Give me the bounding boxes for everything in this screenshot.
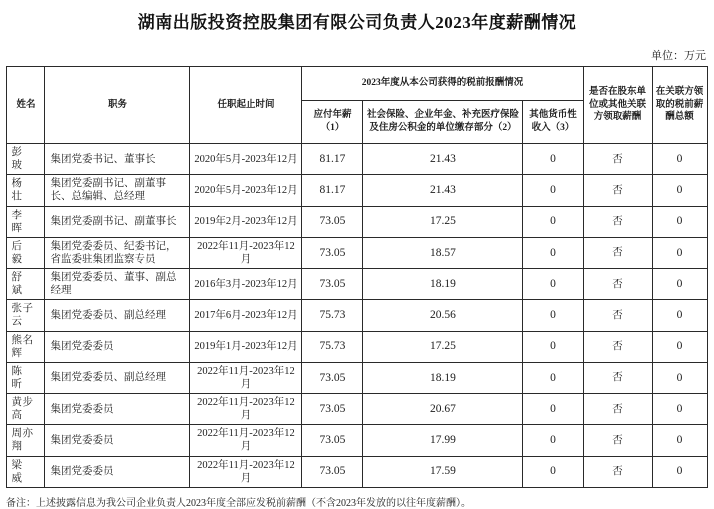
annual-salary-cell: 73.05 [302,425,363,456]
term-cell: 2017年6月-2023年12月 [190,300,302,331]
annual-salary-cell: 73.05 [302,456,363,487]
shareholder-pay-cell: 否 [583,144,652,175]
related-total-cell: 0 [652,269,707,300]
position-cell: 集团党委委员 [45,456,190,487]
position-cell: 集团党委书记、董事长 [45,144,190,175]
related-total-cell: 0 [652,425,707,456]
other-income-cell: 0 [523,425,583,456]
col-header-position: 职务 [45,67,190,144]
name-cell: 李 晖 [7,206,45,237]
position-cell: 集团党委委员、副总经理 [45,362,190,393]
name-cell: 张子云 [7,300,45,331]
term-cell: 2019年1月-2023年12月 [190,331,302,362]
social-insurance-cell: 21.43 [363,144,523,175]
other-income-cell: 0 [523,394,583,425]
social-insurance-cell: 21.43 [363,175,523,206]
term-cell: 2022年11月-2023年12月 [190,362,302,393]
table-row [7,362,707,393]
col-header-name: 姓名 [7,67,45,144]
shareholder-pay-cell: 否 [583,206,652,237]
name-cell: 熊名辉 [7,331,45,362]
term-cell: 2020年5月-2023年12月 [190,175,302,206]
footnote: 备注：上述披露信息为我公司企业负责人2023年度全部应发税前薪酬（不含2023年发放的以往年度薪酬）。 [6,497,471,509]
term-cell: 2019年2月-2023年12月 [190,206,302,237]
shareholder-pay-cell: 否 [583,237,652,268]
col-header-related-total: 在关联方领取的税前薪酬总额 [652,67,707,144]
annual-salary-cell: 73.05 [302,394,363,425]
table-row [7,144,707,175]
position-cell: 集团党委委员、副总经理 [45,300,190,331]
col-header-pretax-group: 2023年度从本公司获得的税前报酬情况 [302,67,583,101]
annual-salary-cell: 73.05 [302,362,363,393]
social-insurance-cell: 20.67 [363,394,523,425]
term-cell: 2020年5月-2023年12月 [190,144,302,175]
other-income-cell: 0 [523,175,583,206]
col-header-shareholder-pay: 是否在股东单位或其他关联方领取薪酬 [583,67,652,144]
social-insurance-cell: 18.19 [363,362,523,393]
shareholder-pay-cell: 否 [583,331,652,362]
term-cell: 2022年11月-2023年12月 [190,237,302,268]
name-cell: 陈 昕 [7,362,45,393]
related-total-cell: 0 [652,394,707,425]
name-cell: 梁 威 [7,456,45,487]
table-row [7,394,707,425]
annual-salary-cell: 73.05 [302,237,363,268]
term-cell: 2022年11月-2023年12月 [190,456,302,487]
table-row [7,269,707,300]
social-insurance-cell: 17.59 [363,456,523,487]
term-cell: 2022年11月-2023年12月 [190,425,302,456]
social-insurance-cell: 17.99 [363,425,523,456]
col-header-social-insurance: 社会保险、企业年金、补充医疗保险及住房公积金的单位缴存部分（2） [363,101,523,144]
table-row [7,300,707,331]
other-income-cell: 0 [523,144,583,175]
related-total-cell: 0 [652,206,707,237]
position-cell: 集团党委副书记、副董事长 [45,206,190,237]
related-total-cell: 0 [652,144,707,175]
name-cell: 黄步高 [7,394,45,425]
related-total-cell: 0 [652,331,707,362]
related-total-cell: 0 [652,175,707,206]
annual-salary-cell: 81.17 [302,175,363,206]
position-cell: 集团党委副书记、副董事长、总编辑、总经理 [45,175,190,206]
position-cell: 集团党委委员、董事、副总经理 [45,269,190,300]
shareholder-pay-cell: 否 [583,362,652,393]
social-insurance-cell: 18.57 [363,237,523,268]
annual-salary-cell: 75.73 [302,331,363,362]
name-cell: 杨 壮 [7,175,45,206]
name-cell: 舒 斌 [7,269,45,300]
table-row [7,331,707,362]
social-insurance-cell: 20.56 [363,300,523,331]
position-cell: 集团党委委员 [45,425,190,456]
other-income-cell: 0 [523,237,583,268]
social-insurance-cell: 17.25 [363,331,523,362]
table-body [7,144,707,488]
other-income-cell: 0 [523,362,583,393]
related-total-cell: 0 [652,362,707,393]
shareholder-pay-cell: 否 [583,394,652,425]
position-cell: 集团党委委员、纪委书记，省监委驻集团监察专员 [45,237,190,268]
annual-salary-cell: 73.05 [302,269,363,300]
related-total-cell: 0 [652,456,707,487]
annual-salary-cell: 73.05 [302,206,363,237]
name-cell: 后 毅 [7,237,45,268]
social-insurance-cell: 18.19 [363,269,523,300]
name-cell: 彭 玻 [7,144,45,175]
shareholder-pay-cell: 否 [583,456,652,487]
other-income-cell: 0 [523,206,583,237]
salary-table [6,66,707,488]
table-row [7,456,707,487]
name-cell: 周亦翔 [7,425,45,456]
other-income-cell: 0 [523,331,583,362]
position-cell: 集团党委委员 [45,331,190,362]
table-row [7,425,707,456]
table-row [7,237,707,268]
social-insurance-cell: 17.25 [363,206,523,237]
header-row-1 [7,67,707,101]
other-income-cell: 0 [523,300,583,331]
position-cell: 集团党委委员 [45,394,190,425]
term-cell: 2022年11月-2023年12月 [190,394,302,425]
other-income-cell: 0 [523,269,583,300]
shareholder-pay-cell: 否 [583,425,652,456]
col-header-term: 任职起止时间 [190,67,302,144]
related-total-cell: 0 [652,237,707,268]
page-title: 湖南出版投资控股集团有限公司负责人2023年度薪酬情况 [137,13,577,32]
table-row [7,206,707,237]
table-row [7,175,707,206]
col-header-annual-salary: 应付年薪（1） [302,101,363,144]
other-income-cell: 0 [523,456,583,487]
annual-salary-cell: 81.17 [302,144,363,175]
shareholder-pay-cell: 否 [583,269,652,300]
term-cell: 2016年3月-2023年12月 [190,269,302,300]
related-total-cell: 0 [652,300,707,331]
shareholder-pay-cell: 否 [583,175,652,206]
unit-label: 单位：万元 [651,50,706,62]
annual-salary-cell: 75.73 [302,300,363,331]
shareholder-pay-cell: 否 [583,300,652,331]
col-header-other-income: 其他货币性收入（3） [523,101,583,144]
table-header [7,67,707,144]
